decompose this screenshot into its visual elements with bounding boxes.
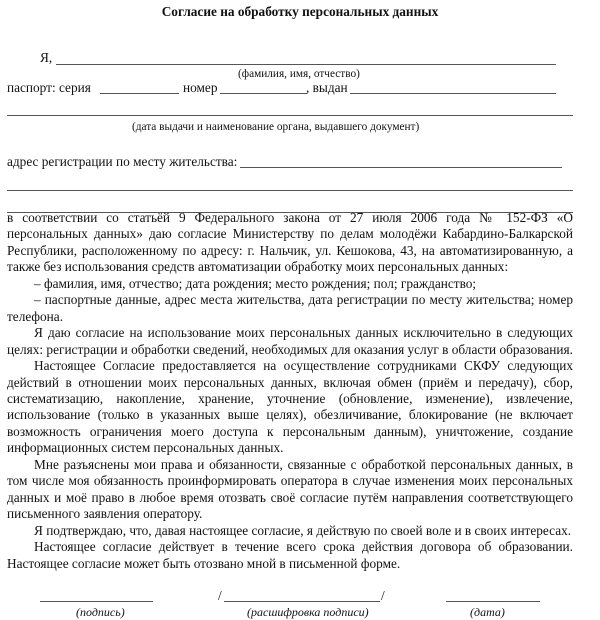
passport-series-line[interactable]: [100, 93, 179, 94]
date-label: (дата): [470, 605, 505, 619]
signature-decoding-line[interactable]: [224, 601, 380, 602]
actions-paragraph: Настоящее Согласие предоставляется на осуществление сотрудниками СКФУ следующих действий в отношении моих персональных данных, включая обмен (приём и передачу), сбор, систематизацию, накопление, хранение, уточнение (обновление, изменение), извлечение, использование (только в указанных выше целях), обезличивание, блокирование (не включает возможность ограничения моего доступа к персональным данным), уничтожение, создание информационных систем персональных данных.: [7, 358, 573, 456]
passport-number-label: номер: [183, 80, 218, 95]
signature-label: (подпись): [76, 605, 125, 619]
slash-left: /: [218, 588, 222, 603]
data-list-item: – фамилия, имя, отчество; дата рождения; место рождения; пол; гражданство;: [34, 275, 477, 291]
issue-field-line[interactable]: [7, 115, 573, 116]
consent-body: [7, 210, 573, 572]
passport-series-label: паспорт: серия: [7, 80, 91, 95]
slash-right: /: [381, 588, 385, 603]
signature-decoding-label: (расшифровка подписи): [247, 605, 369, 619]
data-list-item: – паспортные данные, адрес места жительства, дата регистрации по месту жительства; номер телефона.: [7, 292, 573, 324]
address-label: адрес регистрации по месту жительства:: [7, 154, 238, 169]
address-line-2[interactable]: [7, 190, 573, 191]
document-title: Согласие на обработку персональных данных: [161, 4, 439, 19]
date-line[interactable]: [446, 601, 540, 602]
rights-paragraph: Мне разъяснены мои права и обязанности, связанные с обработкой персональных данных, в том числе моя обязанность проинформировать оператора в случае изменения моих персональных данных и моё право в любое время отозвать своё согласие путём направления соответствующего письменного заявления оператору.: [7, 456, 573, 522]
name-prefix: Я,: [40, 50, 53, 65]
signature-line[interactable]: [40, 601, 153, 602]
validity-paragraph: Настоящее согласие действует в течение всего срока действия договора об образовании. Настоящее согласие может быть отозвано мной в письменной форме.: [7, 539, 573, 571]
purpose-paragraph: Я даю согласие на использование моих персональных данных исключительно в следующих целях: регистрации и обработки сведений, необходимых для оказания услуг в области образования.: [7, 325, 573, 357]
passport-issued-line[interactable]: [350, 93, 556, 94]
address-line-1[interactable]: [240, 167, 562, 168]
consent-paragraph: в соответствии со статьёй 9 Федерального закона от 27 июля 2006 года № 152-ФЗ «О персональных данных» даю согласие Министерству по делам молодёжи Кабардино-Балкарской Республики, расположенному по адресу: г. Нальчик, ул. Кешокова, 43, на автоматизированную, а также без использования средств автоматизации обработку моих персональных данных:: [7, 210, 573, 275]
name-field-line[interactable]: [56, 64, 556, 65]
issue-hint: (дата выдачи и наименование органа, выдавшего документ): [132, 121, 420, 133]
passport-number-line[interactable]: [220, 93, 307, 94]
passport-issued-label: , выдан: [306, 80, 348, 95]
confirmation-paragraph: Я подтверждаю, что, давая настоящее согласие, я действую по своей воле и в своих интересах.: [34, 522, 572, 538]
name-hint: (фамилия, имя, отчество): [238, 68, 360, 80]
